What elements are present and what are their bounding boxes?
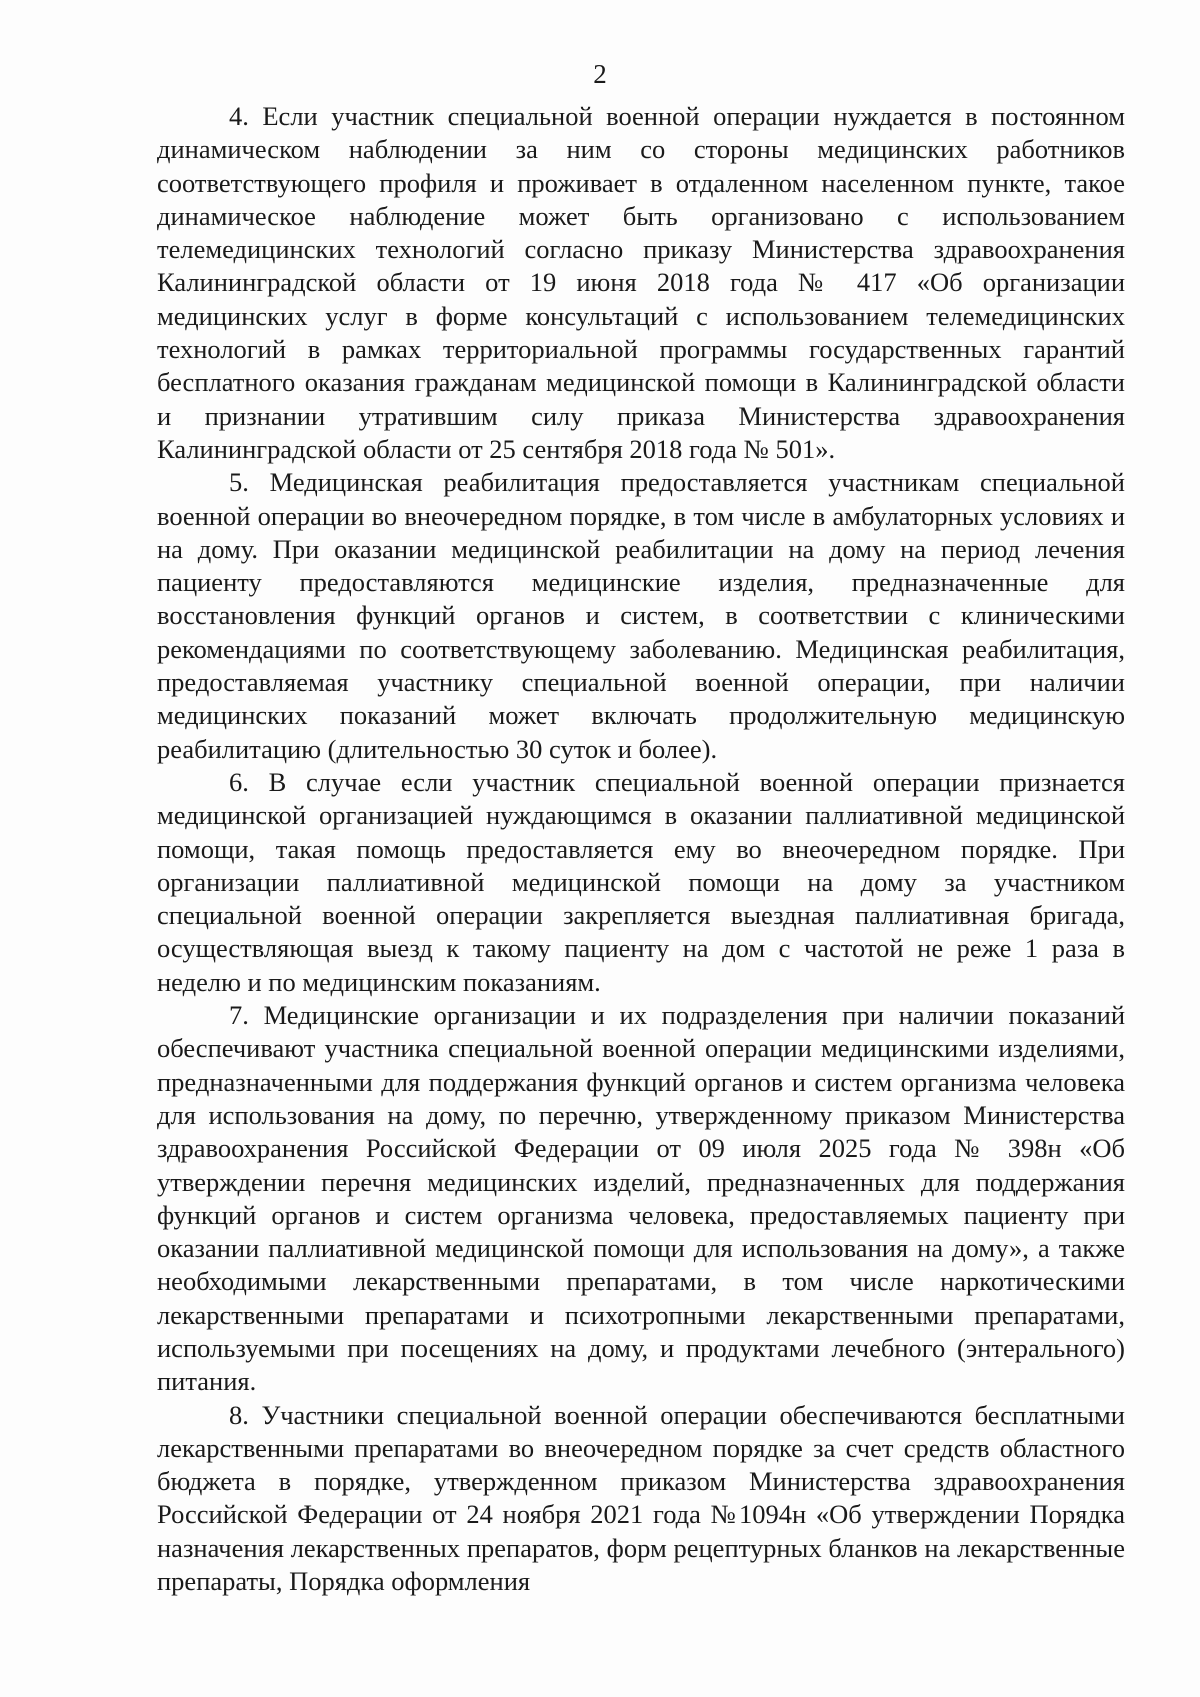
paragraph-5: 5. Медицинская реабилитация предоставляется участникам специальной военной операции во внеочередном порядке, в том числе в амбулаторных условиях и на дому. При оказании медицинской реабилитации на дому на период лечения пациенту предоставляются медицинские изделия, предназначенные для восстановления функций органов и систем, в соответствии с клиническими рекомендациями по соответствующему заболеванию. Медицинская реабилитация, предоставляемая участнику специальной военной операции, при наличии медицинских показаний может включать продолжительную медицинскую реабилитацию (длительностью 30 суток и более). (157, 467, 1125, 764)
paragraph-7: 7. Медицинские организации и их подразделения при наличии показаний обеспечивают участника специальной военной операции медицинскими изделиями, предназначенными для поддержания функций органов и систем организма человека для использования на дому, по перечню, утвержденному приказом Министерства здравоохранения Российской Федерации от 09 июля 2025 года № 398н «Об утверждении перечня медицинских изделий, предназначенных для поддержания функций органов и систем организма человека, предоставляемых пациенту при оказании паллиативной медицинской помощи для использования на дому», а также необходимыми лекарственными препаратами, в том числе наркотическими лекарственными препаратами и психотропными лекарственными препаратами, используемыми при посещениях на дому, и продуктами лечебного (энтерального) питания. (157, 1000, 1125, 1397)
document-body (157, 100, 1125, 1598)
paragraph-8: 8. Участники специальной военной операции обеспечиваются бесплатными лекарственными препаратами во внеочередном порядке за счет средств областного бюджета в порядке, утвержденном приказом Министерства здравоохранения Российской Федерации от 24 ноября 2021 года №1094н «Об утверждении Порядка назначения лекарственных препаратов, форм рецептурных бланков на лекарственные препараты, Порядка оформления (157, 1399, 1125, 1597)
paragraph-4: 4. Если участник специальной военной операции нуждается в постоянном динамическом наблюдении за ним со стороны медицинских работников соответствующего профиля и проживает в отдаленном населенном пункте, такое динамическое наблюдение может быть организовано с использованием телемедицинских технологий согласно приказу Министерства здравоохранения Калининградской области от 19 июня 2018 года № 417 «Об организации медицинских услуг в форме консультаций с использованием телемедицинских технологий в рамках территориальной программы государственных гарантий бесплатного оказания гражданам медицинской помощи в Калининградской области и признании утратившим силу приказа Министерства здравоохранения Калининградской области от 25 сентября 2018 года № 501». (157, 101, 1125, 464)
paragraph-6: 6. В случае если участник специальной военной операции признается медицинской организацией нуждающимся в оказании паллиативной медицинской помощи, такая помощь предоставляется ему во внеочередном порядке. При организации паллиативной медицинской помощи на дому за участником специальной военной операции закрепляется выездная паллиативная бригада, осуществляющая выезд к такому пациенту на дом с частотой не реже 1 раза в неделю и по медицинским показаниям. (157, 766, 1125, 997)
page-number: 2 (593, 59, 607, 89)
